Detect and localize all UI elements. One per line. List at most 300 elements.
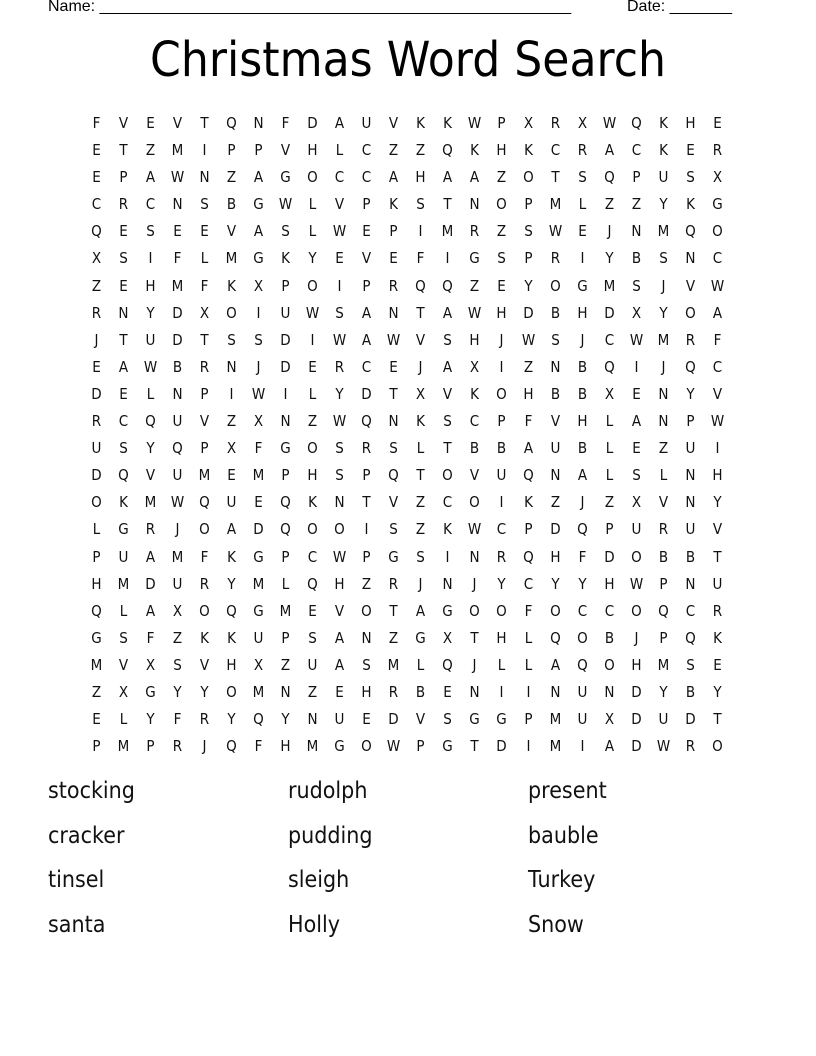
grid-cell[interactable]: I <box>445 249 449 268</box>
grid-cell[interactable]: D <box>630 710 642 729</box>
grid-cell[interactable]: B <box>226 195 236 214</box>
grid-cell[interactable]: A <box>712 303 722 322</box>
grid-cell[interactable]: E <box>388 249 398 268</box>
grid-cell[interactable]: R <box>712 141 722 160</box>
grid-cell[interactable]: S <box>685 655 695 674</box>
grid-cell[interactable]: D <box>90 466 102 485</box>
grid-cell[interactable]: N <box>684 466 696 485</box>
grid-cell[interactable]: G <box>414 628 426 647</box>
grid-cell[interactable]: T <box>388 601 398 620</box>
grid-cell[interactable]: G <box>387 547 399 566</box>
grid-cell[interactable]: U <box>496 466 506 485</box>
grid-cell[interactable]: I <box>148 249 152 268</box>
grid-cell[interactable]: K <box>226 628 236 647</box>
grid-cell[interactable]: Q <box>90 601 102 620</box>
grid-cell[interactable]: E <box>631 384 641 403</box>
grid-cell[interactable]: W <box>467 303 481 322</box>
grid-cell[interactable]: E <box>91 357 101 376</box>
grid-cell[interactable]: F <box>524 412 532 431</box>
grid-cell[interactable]: A <box>631 412 641 431</box>
grid-cell[interactable]: L <box>497 655 505 674</box>
grid-cell[interactable]: F <box>416 249 424 268</box>
grid-cell[interactable]: S <box>658 249 668 268</box>
grid-cell[interactable]: A <box>550 655 560 674</box>
grid-cell[interactable]: S <box>388 439 398 458</box>
grid-cell[interactable]: P <box>280 547 290 566</box>
grid-cell[interactable]: T <box>388 384 398 403</box>
grid-cell[interactable]: Q <box>522 466 534 485</box>
grid-cell[interactable]: W <box>170 168 184 187</box>
grid-cell[interactable]: U <box>712 574 722 593</box>
grid-cell[interactable]: P <box>145 737 155 756</box>
grid-cell[interactable]: Y <box>334 384 344 403</box>
grid-cell[interactable]: K <box>469 384 479 403</box>
grid-cell[interactable]: X <box>577 114 587 132</box>
grid-cell[interactable]: R <box>658 520 668 539</box>
grid-cell[interactable]: T <box>469 737 479 756</box>
grid-cell[interactable]: S <box>685 168 695 187</box>
grid-cell[interactable]: U <box>658 710 668 729</box>
grid-cell[interactable]: K <box>523 493 533 512</box>
grid-cell[interactable]: R <box>199 357 209 376</box>
grid-cell[interactable]: Q <box>414 276 426 295</box>
grid-cell[interactable]: O <box>495 195 507 214</box>
grid-cell[interactable]: N <box>279 412 291 431</box>
grid-cell[interactable]: F <box>200 276 208 295</box>
grid-cell[interactable]: J <box>472 574 476 593</box>
grid-cell[interactable]: I <box>715 439 719 458</box>
grid-cell[interactable]: F <box>254 737 262 756</box>
grid-cell[interactable]: H <box>225 655 237 674</box>
grid-cell[interactable]: Z <box>604 195 614 214</box>
grid-cell[interactable]: G <box>252 547 264 566</box>
grid-cell[interactable]: A <box>577 466 587 485</box>
grid-cell[interactable]: B <box>685 547 695 566</box>
grid-cell[interactable]: B <box>577 384 587 403</box>
grid-cell[interactable]: P <box>523 195 533 214</box>
grid-cell[interactable]: P <box>415 737 425 756</box>
grid-cell[interactable]: O <box>603 655 615 674</box>
grid-cell[interactable]: E <box>91 710 101 729</box>
grid-cell[interactable]: M <box>171 276 183 295</box>
grid-cell[interactable]: D <box>684 710 696 729</box>
grid-cell[interactable]: H <box>630 655 642 674</box>
grid-cell[interactable]: E <box>118 384 128 403</box>
grid-cell[interactable]: O <box>198 601 210 620</box>
grid-cell[interactable]: R <box>334 357 344 376</box>
grid-cell[interactable]: Q <box>360 412 372 431</box>
grid-cell[interactable]: D <box>279 357 291 376</box>
grid-cell[interactable]: O <box>468 493 480 512</box>
grid-cell[interactable]: A <box>361 303 371 322</box>
grid-cell[interactable]: N <box>684 249 696 268</box>
grid-cell[interactable]: V <box>172 114 182 132</box>
grid-cell[interactable]: Q <box>576 655 588 674</box>
grid-cell[interactable]: E <box>631 439 641 458</box>
grid-cell[interactable]: Q <box>549 628 561 647</box>
grid-cell[interactable]: C <box>361 168 371 187</box>
grid-cell[interactable]: S <box>361 655 371 674</box>
grid-cell[interactable]: T <box>712 710 722 729</box>
grid-cell[interactable]: P <box>280 276 290 295</box>
grid-cell[interactable]: C <box>604 330 614 349</box>
grid-cell[interactable]: P <box>280 466 290 485</box>
grid-cell[interactable]: F <box>713 330 721 349</box>
grid-cell[interactable]: R <box>496 547 506 566</box>
grid-cell[interactable]: Z <box>307 412 317 431</box>
grid-cell[interactable]: O <box>441 466 453 485</box>
grid-cell[interactable]: E <box>496 276 506 295</box>
grid-cell[interactable]: Z <box>496 222 506 241</box>
grid-cell[interactable]: S <box>118 439 128 458</box>
grid-cell[interactable]: E <box>334 249 344 268</box>
grid-cell[interactable]: Q <box>171 439 183 458</box>
grid-cell[interactable]: J <box>175 520 179 539</box>
grid-cell[interactable]: L <box>578 195 586 214</box>
grid-cell[interactable]: F <box>173 710 181 729</box>
grid-cell[interactable]: R <box>388 682 398 701</box>
grid-cell[interactable]: V <box>388 493 398 512</box>
grid-cell[interactable]: U <box>118 547 128 566</box>
grid-cell[interactable]: Y <box>199 682 209 701</box>
grid-cell[interactable]: X <box>523 114 533 132</box>
grid-cell[interactable]: Q <box>684 628 696 647</box>
grid-cell[interactable]: O <box>630 547 642 566</box>
grid-cell[interactable]: Z <box>388 628 398 647</box>
grid-cell[interactable]: Q <box>522 547 534 566</box>
grid-cell[interactable]: Q <box>630 114 642 132</box>
grid-cell[interactable]: S <box>388 520 398 539</box>
grid-cell[interactable]: N <box>549 466 561 485</box>
grid-cell[interactable]: U <box>685 520 695 539</box>
grid-cell[interactable]: C <box>496 520 506 539</box>
grid-cell[interactable]: F <box>200 547 208 566</box>
grid-cell[interactable]: I <box>418 222 422 241</box>
grid-cell[interactable]: A <box>442 357 452 376</box>
grid-cell[interactable]: L <box>92 520 100 539</box>
grid-cell[interactable]: R <box>118 195 128 214</box>
grid-cell[interactable]: P <box>361 276 371 295</box>
grid-cell[interactable]: J <box>634 628 638 647</box>
grid-cell[interactable]: B <box>577 357 587 376</box>
grid-cell[interactable]: K <box>280 249 290 268</box>
grid-cell[interactable]: A <box>334 655 344 674</box>
grid-cell[interactable]: O <box>333 520 345 539</box>
grid-cell[interactable]: Q <box>684 222 696 241</box>
grid-cell[interactable]: M <box>657 330 669 349</box>
grid-cell[interactable]: H <box>90 574 102 593</box>
grid-cell[interactable]: A <box>145 547 155 566</box>
grid-cell[interactable]: B <box>631 249 641 268</box>
grid-cell[interactable]: J <box>499 330 503 349</box>
grid-cell[interactable]: Z <box>631 195 641 214</box>
grid-cell[interactable]: A <box>523 439 533 458</box>
grid-cell[interactable]: Y <box>550 574 560 593</box>
grid-cell[interactable]: O <box>360 737 372 756</box>
grid-cell[interactable]: H <box>306 141 318 160</box>
grid-cell[interactable]: H <box>711 466 723 485</box>
grid-cell[interactable]: X <box>631 303 641 322</box>
grid-cell[interactable]: Q <box>279 493 291 512</box>
grid-cell[interactable]: G <box>441 601 453 620</box>
grid-cell[interactable]: R <box>712 601 722 620</box>
grid-cell[interactable]: M <box>225 249 237 268</box>
grid-cell[interactable]: P <box>523 520 533 539</box>
grid-cell[interactable]: O <box>495 601 507 620</box>
grid-cell[interactable]: V <box>415 330 425 349</box>
grid-cell[interactable]: U <box>361 114 371 132</box>
grid-cell[interactable]: O <box>684 303 696 322</box>
grid-cell[interactable]: X <box>604 384 614 403</box>
grid-cell[interactable]: Y <box>658 303 668 322</box>
grid-cell[interactable]: U <box>91 439 101 458</box>
grid-cell[interactable]: K <box>415 114 425 132</box>
grid-cell[interactable]: X <box>442 628 452 647</box>
grid-cell[interactable]: S <box>631 466 641 485</box>
grid-cell[interactable]: A <box>334 114 344 132</box>
grid-cell[interactable]: R <box>388 574 398 593</box>
grid-cell[interactable]: Y <box>712 682 722 701</box>
grid-cell[interactable]: A <box>253 222 263 241</box>
grid-cell[interactable]: D <box>387 710 399 729</box>
grid-cell[interactable]: E <box>712 114 722 132</box>
grid-cell[interactable]: D <box>549 520 561 539</box>
grid-cell[interactable]: Q <box>387 466 399 485</box>
grid-cell[interactable]: O <box>225 682 237 701</box>
grid-cell[interactable]: Z <box>415 141 425 160</box>
grid-cell[interactable]: W <box>143 357 157 376</box>
grid-cell[interactable]: P <box>523 249 533 268</box>
grid-cell[interactable]: U <box>334 710 344 729</box>
grid-cell[interactable]: E <box>307 357 317 376</box>
grid-cell[interactable]: Z <box>307 682 317 701</box>
grid-cell[interactable]: H <box>279 737 291 756</box>
grid-cell[interactable]: W <box>278 195 292 214</box>
grid-cell[interactable]: Z <box>415 520 425 539</box>
grid-cell[interactable]: V <box>550 412 560 431</box>
grid-cell[interactable]: C <box>307 547 317 566</box>
grid-cell[interactable]: Z <box>172 628 182 647</box>
grid-cell[interactable]: E <box>442 682 452 701</box>
grid-cell[interactable]: A <box>118 357 128 376</box>
grid-cell[interactable]: E <box>118 276 128 295</box>
grid-cell[interactable]: L <box>524 655 532 674</box>
grid-cell[interactable]: Y <box>226 710 236 729</box>
grid-cell[interactable]: D <box>144 574 156 593</box>
grid-cell[interactable]: O <box>198 520 210 539</box>
grid-cell[interactable]: P <box>523 710 533 729</box>
grid-cell[interactable]: H <box>576 303 588 322</box>
grid-cell[interactable]: L <box>146 384 154 403</box>
grid-cell[interactable]: V <box>226 222 236 241</box>
grid-cell[interactable]: O <box>576 628 588 647</box>
grid-cell[interactable]: M <box>657 222 669 241</box>
grid-cell[interactable]: B <box>172 357 182 376</box>
grid-cell[interactable]: L <box>416 655 424 674</box>
grid-cell[interactable]: W <box>467 114 481 132</box>
grid-cell[interactable]: D <box>522 303 534 322</box>
grid-cell[interactable]: Z <box>415 493 425 512</box>
grid-cell[interactable]: X <box>118 682 128 701</box>
grid-cell[interactable]: I <box>445 547 449 566</box>
grid-cell[interactable]: M <box>306 737 318 756</box>
grid-cell[interactable]: H <box>468 330 480 349</box>
grid-cell[interactable]: Z <box>469 276 479 295</box>
grid-cell[interactable]: N <box>360 628 372 647</box>
grid-cell[interactable]: D <box>603 547 615 566</box>
grid-cell[interactable]: S <box>334 466 344 485</box>
grid-cell[interactable]: W <box>629 574 643 593</box>
grid-cell[interactable]: P <box>91 737 101 756</box>
grid-cell[interactable]: T <box>712 547 722 566</box>
grid-cell[interactable]: R <box>550 249 560 268</box>
grid-cell[interactable]: H <box>549 547 561 566</box>
grid-cell[interactable]: G <box>441 737 453 756</box>
grid-cell[interactable]: M <box>549 737 561 756</box>
grid-cell[interactable]: J <box>418 357 422 376</box>
grid-cell[interactable]: M <box>198 466 210 485</box>
grid-cell[interactable]: B <box>496 439 506 458</box>
grid-cell[interactable]: Z <box>91 682 101 701</box>
grid-cell[interactable]: J <box>202 737 206 756</box>
grid-cell[interactable]: X <box>172 601 182 620</box>
grid-cell[interactable]: U <box>172 574 182 593</box>
grid-cell[interactable]: Y <box>658 195 668 214</box>
grid-cell[interactable]: K <box>226 276 236 295</box>
grid-cell[interactable]: B <box>658 547 668 566</box>
grid-cell[interactable]: W <box>521 330 535 349</box>
grid-cell[interactable]: A <box>388 168 398 187</box>
grid-cell[interactable]: S <box>334 303 344 322</box>
grid-cell[interactable]: R <box>685 330 695 349</box>
grid-cell[interactable]: J <box>472 655 476 674</box>
grid-cell[interactable]: O <box>468 601 480 620</box>
grid-cell[interactable]: Y <box>685 384 695 403</box>
grid-cell[interactable]: F <box>146 628 154 647</box>
grid-cell[interactable]: K <box>442 114 452 132</box>
grid-cell[interactable]: N <box>279 682 291 701</box>
grid-cell[interactable]: I <box>580 249 584 268</box>
grid-cell[interactable]: M <box>117 737 129 756</box>
grid-cell[interactable]: S <box>415 547 425 566</box>
grid-cell[interactable]: E <box>172 222 182 241</box>
grid-cell[interactable]: V <box>199 655 209 674</box>
grid-cell[interactable]: J <box>661 276 665 295</box>
grid-cell[interactable]: V <box>361 249 371 268</box>
grid-cell[interactable]: E <box>685 141 695 160</box>
grid-cell[interactable]: M <box>171 141 183 160</box>
grid-cell[interactable]: P <box>361 547 371 566</box>
grid-cell[interactable]: Z <box>226 412 236 431</box>
grid-cell[interactable]: N <box>657 384 669 403</box>
grid-cell[interactable]: C <box>469 412 479 431</box>
grid-cell[interactable]: M <box>387 655 399 674</box>
grid-cell[interactable]: E <box>91 141 101 160</box>
grid-cell[interactable]: G <box>711 195 723 214</box>
grid-cell[interactable]: L <box>308 384 316 403</box>
grid-cell[interactable]: H <box>360 682 372 701</box>
grid-cell[interactable]: N <box>684 493 696 512</box>
grid-cell[interactable]: W <box>629 330 643 349</box>
grid-cell[interactable]: P <box>496 114 506 132</box>
grid-cell[interactable]: G <box>279 168 291 187</box>
grid-cell[interactable]: Y <box>712 493 722 512</box>
grid-cell[interactable]: C <box>145 195 155 214</box>
grid-cell[interactable]: M <box>144 493 156 512</box>
grid-cell[interactable]: V <box>469 466 479 485</box>
grid-cell[interactable]: W <box>710 412 724 431</box>
grid-cell[interactable]: R <box>577 141 587 160</box>
grid-cell[interactable]: M <box>90 655 102 674</box>
grid-cell[interactable]: P <box>631 168 641 187</box>
grid-cell[interactable]: X <box>469 357 479 376</box>
grid-cell[interactable]: M <box>279 601 291 620</box>
grid-cell[interactable]: E <box>307 601 317 620</box>
grid-cell[interactable]: T <box>442 195 452 214</box>
grid-cell[interactable]: E <box>712 655 722 674</box>
grid-cell[interactable]: N <box>117 303 129 322</box>
grid-cell[interactable]: K <box>226 547 236 566</box>
grid-cell[interactable]: R <box>550 114 560 132</box>
grid-cell[interactable]: H <box>495 141 507 160</box>
grid-cell[interactable]: X <box>199 303 209 322</box>
grid-cell[interactable]: N <box>198 168 210 187</box>
grid-cell[interactable]: N <box>468 547 480 566</box>
grid-cell[interactable]: H <box>333 574 345 593</box>
grid-cell[interactable]: D <box>630 737 642 756</box>
grid-cell[interactable]: L <box>308 195 316 214</box>
grid-cell[interactable]: Z <box>388 141 398 160</box>
grid-cell[interactable]: M <box>252 574 264 593</box>
grid-cell[interactable]: U <box>307 655 317 674</box>
grid-cell[interactable]: J <box>580 330 584 349</box>
grid-cell[interactable]: A <box>145 601 155 620</box>
grid-cell[interactable]: S <box>172 655 182 674</box>
grid-cell[interactable]: I <box>202 141 206 160</box>
grid-cell[interactable]: U <box>226 493 236 512</box>
grid-cell[interactable]: Y <box>172 682 182 701</box>
grid-cell[interactable]: M <box>441 222 453 241</box>
grid-cell[interactable]: P <box>361 466 371 485</box>
grid-cell[interactable]: H <box>495 303 507 322</box>
grid-cell[interactable]: E <box>253 493 263 512</box>
grid-cell[interactable]: R <box>685 737 695 756</box>
grid-cell[interactable]: J <box>94 330 98 349</box>
grid-cell[interactable]: C <box>118 412 128 431</box>
grid-cell[interactable]: L <box>335 141 343 160</box>
grid-cell[interactable]: X <box>145 655 155 674</box>
grid-cell[interactable]: P <box>658 628 668 647</box>
grid-cell[interactable]: I <box>634 357 638 376</box>
grid-cell[interactable]: Q <box>117 466 129 485</box>
grid-cell[interactable]: O <box>522 168 534 187</box>
grid-cell[interactable]: N <box>333 493 345 512</box>
grid-cell[interactable]: O <box>711 737 723 756</box>
grid-cell[interactable]: Y <box>307 249 317 268</box>
grid-cell[interactable]: G <box>252 601 264 620</box>
grid-cell[interactable]: L <box>605 466 613 485</box>
grid-cell[interactable]: T <box>361 493 371 512</box>
grid-cell[interactable]: S <box>550 330 560 349</box>
grid-cell[interactable]: E <box>361 710 371 729</box>
grid-cell[interactable]: T <box>415 466 425 485</box>
grid-cell[interactable]: B <box>550 384 560 403</box>
grid-cell[interactable]: E <box>145 114 155 132</box>
grid-cell[interactable]: W <box>386 737 400 756</box>
grid-cell[interactable]: T <box>118 141 128 160</box>
grid-cell[interactable]: I <box>364 520 368 539</box>
grid-cell[interactable]: L <box>308 222 316 241</box>
